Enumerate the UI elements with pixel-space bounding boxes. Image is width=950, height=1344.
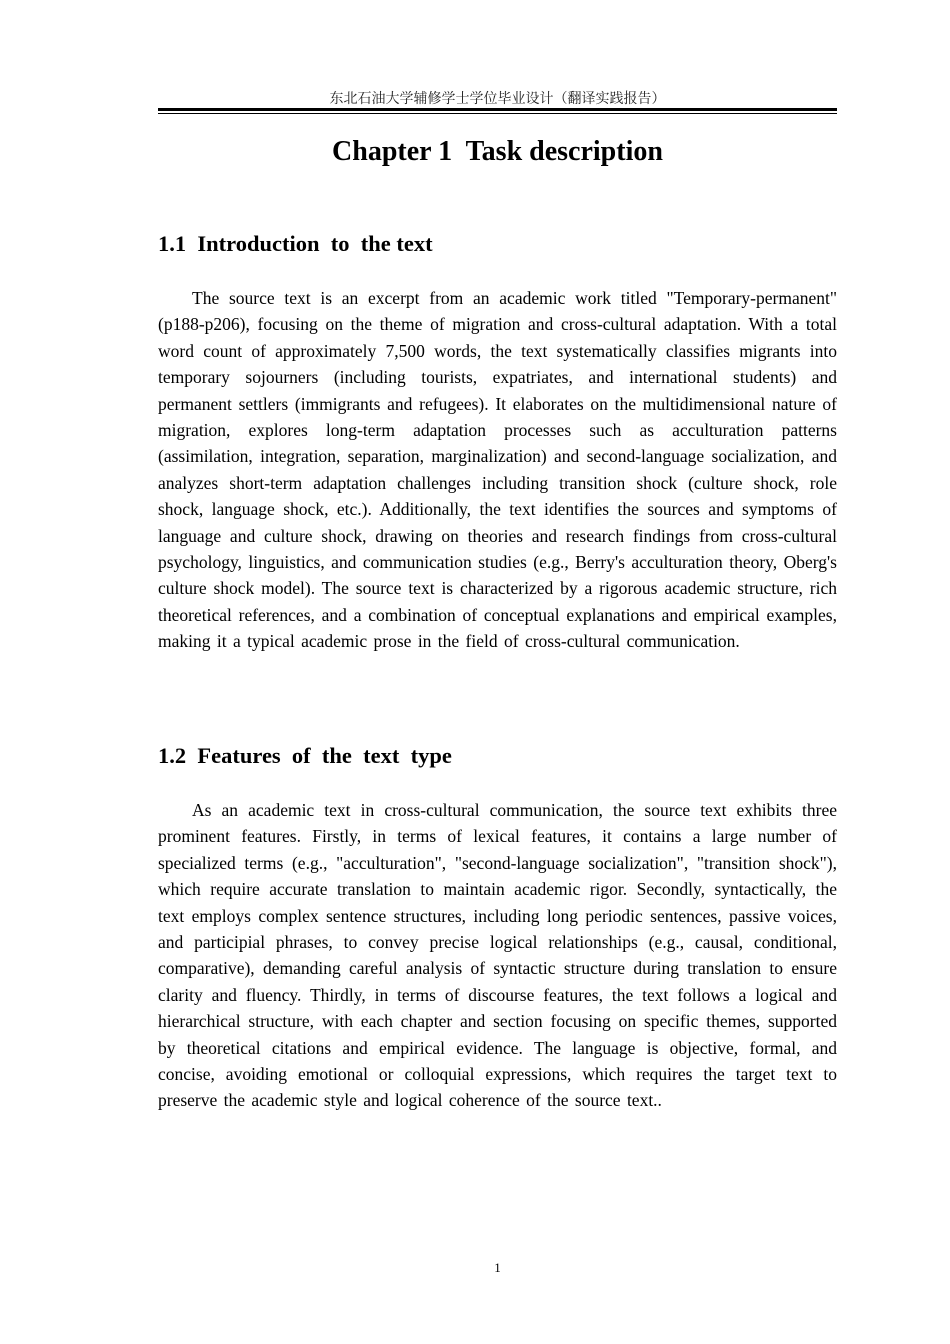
header-thick-rule [158, 108, 837, 111]
page-number: 1 [494, 1260, 501, 1275]
section-1-1-paragraph: The source text is an excerpt from an academic work titled "Temporary-permanent" (p188-p206), focusing on the theme of migration and cross-cultural adaptation. With a total word count of approximately 7,500 words, the text systematically classifies migrants into temporary sojourners (including tourists, expatriates, and international students) and permanent settlers (immigrants and refugees). It elaborates on the multidimensional nature of migration, explores long-term adaptation processes such as acculturation patterns (assimilation, integration, separation, marginalization) and second-language socialization, and analyzes short-term adaptation challenges including transition shock (culture shock, role shock, language shock, etc.). Additionally, the text identifies the sources and symptoms of language and culture shock, drawing on theories and research findings from cross-cultural psychology, linguistics, and communication studies (e.g., Berry's acculturation theory, Oberg's culture shock model). The source text is characterized by a rigorous academic structure, rich theoretical references, and a combination of conceptual explanations and empirical examples, making it a typical academic prose in the field of cross-cultural communication. [158, 288, 837, 652]
header-thin-rule [158, 113, 837, 114]
section-heading-1-1: 1.1 Introduction to the text [158, 231, 433, 256]
running-header: 东北石油大学辅修学士学位毕业设计（翻译实践报告） [329, 91, 666, 107]
section-heading-1-2: 1.2 Features of the text type [158, 743, 452, 768]
chapter-title: Chapter 1 Task description [332, 136, 663, 167]
section-1-2-paragraph: As an academic text in cross-cultural communication, the source text exhibits three prominent features. Firstly, in terms of lexical features, it contains a large number of specialized terms (e.g., "acculturation", "second-language socialization", "transition shock"), which require accurate translation to maintain academic rigor. Secondly, syntactically, the text employs complex sentence structures, including long periodic sentences, passive voices, and participial phrases, to convey precise logical relationships (e.g., causal, conditional, comparative), demanding careful analysis of syntactic structure during translation to ensure clarity and fluency. Thirdly, in terms of discourse features, the text follows a logical and hierarchical structure, with each chapter and section focusing on specific themes, supported by theoretical citations and empirical evidence. The language is objective, formal, and concise, avoiding emotional or colloquial expressions, which requires the target text to preserve the academic style and logical coherence of the source text.. [158, 800, 837, 1111]
